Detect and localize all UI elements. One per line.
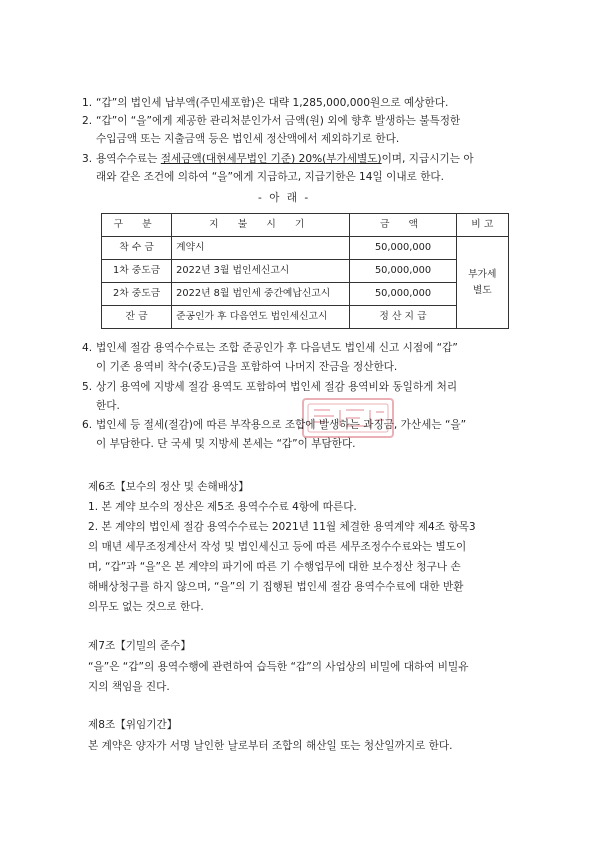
item-text: 법인세 등 절세(절감)에 따른 부작용으로 조합에 발생하는 과징금, 가산세는 “을” (96, 419, 467, 431)
table-row (102, 283, 509, 306)
payment-schedule-table (101, 213, 509, 329)
item-text: 이 부담한다. 단 국세 및 지방세 본세는 “갑”이 부담한다. (96, 438, 356, 450)
article-6-line: 1. 본 계약 보수의 정산은 제5조 용역수수료 4항에 따른다. (88, 501, 357, 513)
note-line: 별도 (472, 284, 492, 296)
item-number: 3. (82, 153, 93, 165)
cell-timing: 2022년 8월 법인세 중간예납신고시 (172, 283, 350, 306)
item-text: 한다. (96, 400, 120, 412)
table-row (102, 237, 509, 260)
table-row (102, 306, 509, 329)
item-text-pre: 용역수수료는 (96, 153, 161, 165)
article-6-line: 해배상청구를 하지 않으며, “을”의 기 집행된 법인세 절감 용역수수료에 대한 반환 (88, 581, 464, 593)
item-number: 2. (82, 115, 93, 127)
arae-label: - 아 래 - (258, 192, 311, 204)
article-6-line: 2. 본 계약의 법인세 절감 용역수수료는 2021년 11월 체결한 용역계약 제4조 항목3 (88, 521, 476, 533)
article-7-line: “을”은 “갑”의 용역수행에 관련하여 습득한 “갑”의 사업상의 비밀에 대하여 비밀유 (88, 661, 469, 673)
note-line: 부가세 (468, 268, 497, 280)
table-row (102, 260, 509, 283)
cell-timing: 준공인가 후 다음연도 법인세신고시 (172, 306, 350, 329)
item-text: 상기 용역에 지방세 절감 용역도 포함하여 법인세 절감 용역비와 동일하게 처리 (96, 381, 458, 393)
header-stage: 구 분 (102, 214, 172, 237)
article-6-heading: 제6조【보수의 정산 및 손해배상】 (88, 481, 249, 493)
seal-stamp-image (300, 396, 396, 440)
article-6-line: 의 매년 세무조정계산서 작성 및 법인세신고 등에 따른 세무조정수수료와는 별도이 (88, 541, 467, 553)
item-text: “갑”의 법인세 납부액(주민세포함)은 대략 1,285,000,000원으로 예상한다. (96, 97, 449, 109)
item-text: “갑”이 “을”에게 제공한 관리처분인가서 금액(원) 외에 향후 발생하는 불특정한 (96, 115, 461, 127)
item-text-post: 이며, 지급시기는 아 (381, 153, 474, 165)
item-text: 래와 같은 조건에 의하여 “을”에게 지급하고, 지급기한은 14일 이내로 한다. (96, 171, 445, 183)
article-6-line: 며, “갑”과 “을”은 본 계약의 파기에 따른 기 수행업무에 대한 보수정산 청구나 손 (88, 561, 461, 573)
fee-rate-underlined: 절세금액(대현세무법인 기준) 20%(부가세별도) (160, 153, 382, 165)
item-number: 5. (82, 381, 93, 393)
article-8-line: 본 계약은 양자가 서명 날인한 날로부터 조합의 해산일 또는 청산일까지로 한다. (88, 740, 453, 752)
header-timing: 지 불 시 기 (172, 214, 350, 237)
article-7-heading: 제7조【기밀의 준수】 (88, 640, 191, 652)
cell-timing: 2022년 3월 법인세신고시 (172, 260, 350, 283)
cell-timing: 계약시 (172, 237, 350, 260)
item-text: 이 기존 용역비 착수(중도)금을 포함하여 나머지 잔금을 정산한다. (96, 361, 398, 373)
item-text: 법인세 절감 용역수수료는 조합 준공인가 후 다음년도 법인세 신고 시점에 “갑” (96, 342, 458, 354)
item-number: 1. (82, 97, 93, 109)
cell-amount: 50,000,000 (350, 260, 456, 283)
cell-note (456, 237, 508, 329)
header-note: 비 고 (456, 214, 508, 237)
cell-stage: 2차 중도금 (102, 283, 172, 306)
item-text (96, 153, 474, 167)
item-text: 수입금액 또는 지출금액 등은 법인세 정산액에서 제외하기로 한다. (96, 133, 400, 145)
article-8-heading: 제8조【위임기간】 (88, 719, 178, 731)
table-header-row (102, 214, 509, 237)
cell-amount: 정 산 지 급 (350, 306, 456, 329)
cell-stage: 1차 중도금 (102, 260, 172, 283)
cell-stage: 잔 금 (102, 306, 172, 329)
item-number: 4. (82, 342, 93, 354)
cell-amount: 50,000,000 (350, 283, 456, 306)
header-amount: 금 액 (350, 214, 456, 237)
cell-amount: 50,000,000 (350, 237, 456, 260)
item-number: 6. (82, 419, 93, 431)
cell-stage: 착 수 금 (102, 237, 172, 260)
article-6-line: 의무도 없는 것으로 한다. (88, 601, 204, 613)
article-7-line: 지의 책임을 진다. (88, 681, 170, 693)
